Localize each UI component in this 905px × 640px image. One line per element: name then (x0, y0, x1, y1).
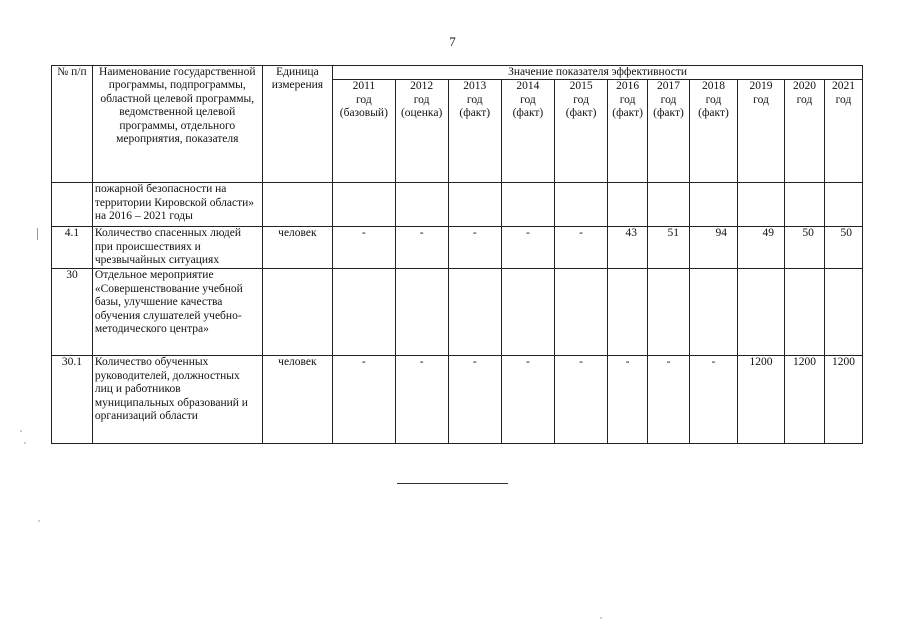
row-value-2018 (689, 183, 737, 227)
row-value-2016: - (608, 356, 648, 444)
row-value-2013 (448, 269, 501, 356)
row-unit (262, 269, 333, 356)
row-num: 30.1 (52, 356, 93, 444)
row-value-2020: 1200 (785, 356, 825, 444)
row-value-2019 (738, 183, 785, 227)
row-value-2019 (738, 269, 785, 356)
header-year-2011: 2011 год (базовый) (333, 80, 395, 183)
row-value-2013 (448, 183, 501, 227)
header-num: № п/п (52, 66, 93, 183)
row-value-2011 (333, 269, 395, 356)
row-num: 4.1 (52, 227, 93, 269)
row-value-2011: - (333, 227, 395, 269)
row-value-2015 (555, 183, 608, 227)
scan-speck (24, 442, 26, 444)
row-value-2018 (689, 269, 737, 356)
row-value-2018: - (689, 356, 737, 444)
row-value-2016 (608, 183, 648, 227)
row-value-2012 (395, 183, 448, 227)
header-year-2019: 2019 год (738, 80, 785, 183)
row-value-2017: - (648, 356, 690, 444)
row-value-2016: 43 (608, 227, 648, 269)
row-unit: человек (262, 356, 333, 444)
row-value-2017 (648, 183, 690, 227)
header-year-2013: 2013 год (факт) (448, 80, 501, 183)
header-year-2015: 2015 год (факт) (555, 80, 608, 183)
row-name: Количество обученных руководителей, должностных лиц и работников муниципальных образований и организаций области (92, 356, 262, 444)
row-value-2021 (824, 183, 862, 227)
row-unit: человек (262, 227, 333, 269)
header-year-2012: 2012 год (оценка) (395, 80, 448, 183)
row-value-2015 (555, 269, 608, 356)
scan-margin-mark (37, 228, 38, 240)
row-value-2014: - (501, 356, 554, 444)
header-name: Наименование государственной программы, подпрограммы, областной целевой программы, ведомственной целевой программы, отдельного мероприятия, показателя (92, 66, 262, 183)
header-year-2020: 2020 год (785, 80, 825, 183)
row-value-2015: - (555, 356, 608, 444)
performance-indicators-table (51, 65, 863, 444)
scan-speck (20, 430, 22, 432)
header-year-2014: 2014 год (факт) (501, 80, 554, 183)
row-value-2020 (785, 269, 825, 356)
header-values-title: Значение показателя эффективности (333, 66, 863, 80)
row-name: Отдельное мероприятие «Совершенствование учебной базы, улучшение качества обучения слушателей учебно-методического центра» (92, 269, 262, 356)
row-num (52, 183, 93, 227)
row-value-2014 (501, 269, 554, 356)
row-value-2021: 50 (824, 227, 862, 269)
row-value-2020: 50 (785, 227, 825, 269)
header-year-2021: 2021 год (824, 80, 862, 183)
header-year-2017: 2017 год (факт) (648, 80, 690, 183)
row-value-2012: - (395, 356, 448, 444)
row-num: 30 (52, 269, 93, 356)
row-value-2019: 1200 (738, 356, 785, 444)
row-value-2014 (501, 183, 554, 227)
row-value-2019: 49 (738, 227, 785, 269)
header-year-2018: 2018 год (факт) (689, 80, 737, 183)
header-row-top (52, 66, 863, 80)
header-year-2016: 2016 год (факт) (608, 80, 648, 183)
row-value-2015: - (555, 227, 608, 269)
row-value-2016 (608, 269, 648, 356)
row-name: пожарной безопасности на территории Кировской области» на 2016 – 2021 годы (92, 183, 262, 227)
row-value-2011: - (333, 356, 395, 444)
header-unit: Единица измерения (262, 66, 333, 183)
scan-speck (600, 617, 602, 619)
row-value-2017: 51 (648, 227, 690, 269)
row-value-2013: - (448, 356, 501, 444)
table-row (52, 356, 863, 444)
row-unit (262, 183, 333, 227)
row-value-2021 (824, 269, 862, 356)
row-name: Количество спасенных людей при происшествиях и чрезвычайных ситуациях (92, 227, 262, 269)
scan-speck (38, 520, 40, 522)
row-value-2014: - (501, 227, 554, 269)
row-value-2020 (785, 183, 825, 227)
table-row (52, 183, 863, 227)
row-value-2011 (333, 183, 395, 227)
page-number: 7 (449, 34, 456, 49)
table-row (52, 227, 863, 269)
table-row (52, 269, 863, 356)
footer-separator-line (397, 483, 508, 484)
row-value-2013: - (448, 227, 501, 269)
row-value-2018: 94 (689, 227, 737, 269)
row-value-2012 (395, 269, 448, 356)
row-value-2017 (648, 269, 690, 356)
row-value-2012: - (395, 227, 448, 269)
row-value-2021: 1200 (824, 356, 862, 444)
